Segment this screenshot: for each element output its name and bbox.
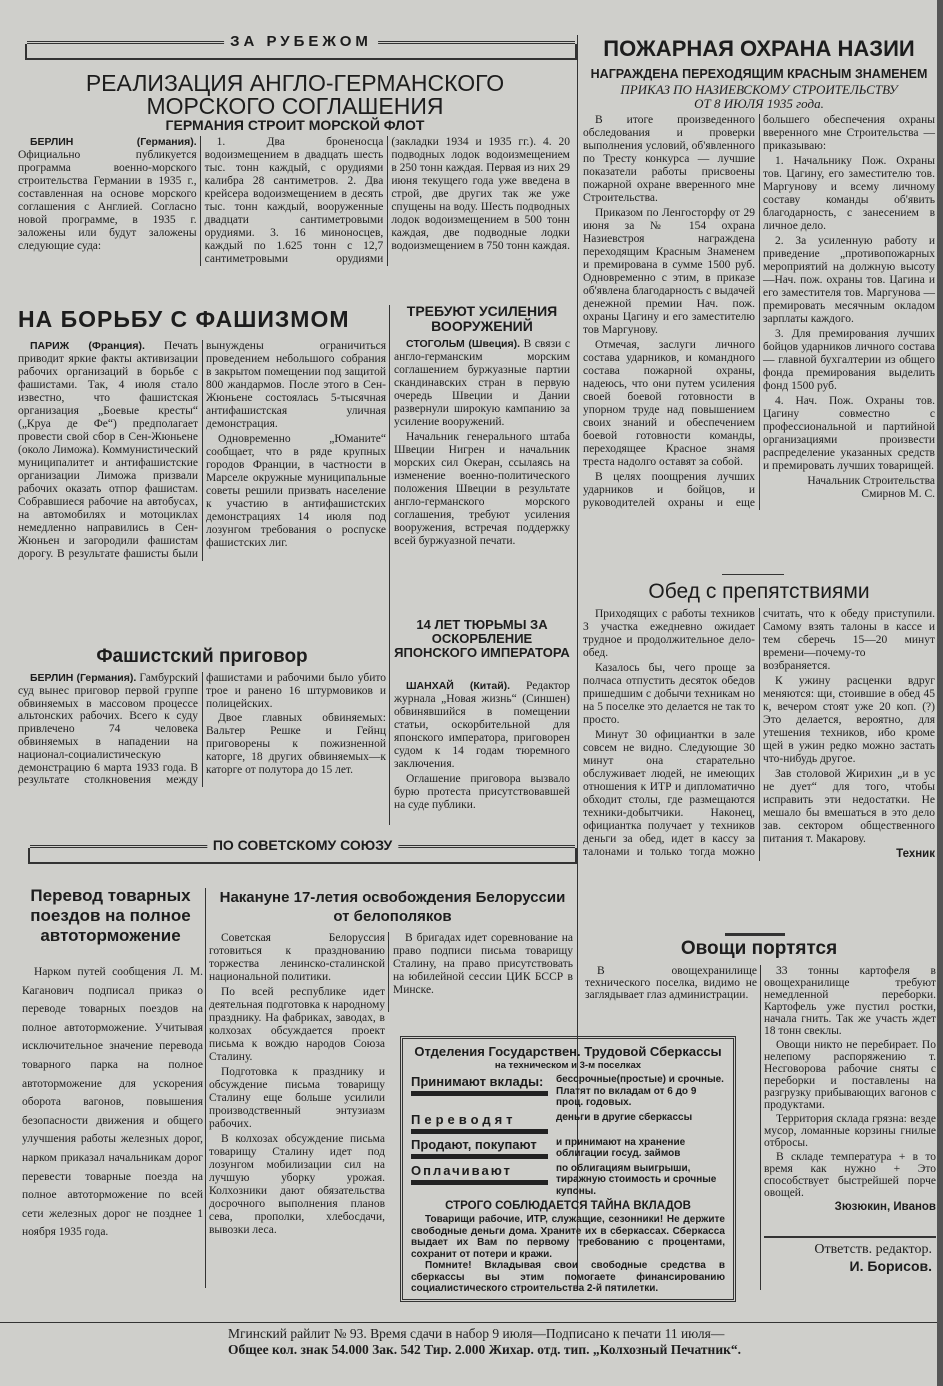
paragraph: 1. Два броненосца водоизмещением в двадцать шесть тыс. тонн каждый, с орудиями калибра 28 сантиметров. 2. Два крейсера водоизмещением в десять тыс. тонн каждый, вооруженные двадцати сантиметровыми орудиями. 3. 16 миноносцев, каждый по 1.625 тонн с 12,7 сантиметровыми орудиями (закладки 1934 и 1935 гг.). 4. 20 подводных лодок водоизмещением в 250 тонн каждая. Первая из них 29 июня текущего года уже введена в строй, две других так же уже спущены на воду. Шесть подводных лодок водоизмещением в 500 тонн каждая, две подводные лодки водоизмещением в 750 тонн каждая. [204, 136, 570, 265]
paragraph: 3. Для премирования лучших бойцов ударников личного состава — главной бухгалтерии из общего фонда премирования выделить фонд 1500 руб. [763, 328, 935, 392]
paragraph [18, 136, 197, 253]
fascism-article-body [18, 340, 386, 561]
column-rule [205, 888, 206, 1288]
savings-bank-ad [400, 1036, 736, 1302]
paragraph-text: Редактор журнала „Новая жизнь“ (Синшен) обвинявшийся в помещении статьи, оскорбительной для японского императора, приговорен судом к 14 годам тюремного заключения. [394, 680, 571, 770]
ad-subtitle: на техническом и 3-м поселках [494, 1060, 642, 1071]
lunch-article-body [583, 608, 935, 861]
paragraph [394, 338, 570, 429]
column-rule [389, 305, 390, 825]
paragraph: Казалось бы, чего проще за полчаса отпустить десяток обедов пришедшим с добычи техникам но на 5 поселке это делается не так то просто. [583, 662, 755, 726]
dateline: ШАНХАЙ (Китай). [406, 680, 511, 692]
paragraph: Одновременно „Юманите“ сообщает, что в ряде крупных городов Франции, в частности в Марселе окружные муниципальные советы решили призвать население к участию в антифашистских демонстрациях 14 июля под лозунгом требования о роспуске фашистских лиг. [206, 433, 386, 549]
editor-name: И. Борисов. [849, 1258, 932, 1274]
signature: Зюзюкин, Иванов [834, 1201, 936, 1213]
ad-row-text: бессрочные(простые) и срочные. Платят по вкладам от 6 до 9 проц. годовых. [556, 1074, 724, 1108]
ad-row [411, 1074, 725, 1109]
signature: Техник [896, 848, 935, 860]
sweden-article-body [394, 338, 570, 550]
naval-subhead: ГЕРМАНИЯ СТРОИТ МОРСКОЙ ФЛОТ [165, 117, 425, 133]
paragraph: Территория склада грязна: везде мусор, ломанные корзины гнилые отбросы. [764, 1113, 936, 1149]
fire-article-body [583, 114, 935, 510]
column-rule [388, 932, 389, 1012]
fire-headline: ПОЖАРНАЯ ОХРАНА НАЗИИ [603, 36, 915, 61]
verdict-article-body [18, 672, 386, 787]
paragraph: Двое главных обвиняемых: Вальтер Решке и Гейнц приговорены к пожизненной каторге, 18 других обвиняемых—к каторге от полутора до 15 лет. [206, 712, 386, 776]
ad-row-label: Оплачивают [411, 1163, 548, 1185]
divider [725, 933, 785, 936]
dateline: ПАРИЖ (Франция). [30, 340, 145, 352]
paragraph: Советская Белоруссия готовиться к празднованию торжества ленинско-сталинской национальной политики. [209, 932, 385, 983]
paragraph: 33 тонны картофеля в овощехранилище требуют немедленной переборки. Картофель уже пустил ростки, начала гнить. Так же участь ждет 18 тонн свеклы. [764, 965, 936, 1037]
naval-headline [20, 72, 570, 118]
dateline: СТОГОЛЬМ (Швеция). [406, 338, 521, 350]
page-edge [937, 0, 943, 1386]
column-rule [760, 965, 761, 1290]
sweden-headline: ТРЕБУЮТ УСИЛЕНИЯ ВООРУЖЕНИЙ [406, 303, 558, 334]
ad-row-text: и принимают на хранение облигации госуд. займов [556, 1136, 686, 1159]
ad-row-label: Продают, покупают [411, 1137, 548, 1159]
ad-row-text: по облигациям выигрыши, тиражную стоимость и срочные купоны. [556, 1162, 717, 1197]
lunch-headline: Обед с препятствиями [648, 580, 870, 603]
paragraph-text: Печать приводит яркие факты активизации рабочих организаций в борьбе с фашистами. Так, 4 июля стало известно, что фашистская организация „Боевые кресты“ („Круа де Фе“) предполагает провести свой сбор в Сен-Жюньене (около Лиможа). Коммунистический муниципалитет и антифашистские организации Лиможа призвали рабочих оказать отпор фашистам. Собравшиеся рабочие на автобусах, на автомобилях и мотоциклах немедленно направились в Сен-Жюньен и загородили фашистам дорогу. В результате фашисты были вынуждены ограничиться проведением небольшого собрания в закрытом помещении под защитой 800 жандармов. После этого в Сен-Жюньене состоялась 5-тысячная антифашистская уличная демонстрация. [18, 340, 386, 560]
paragraph: В складе температура + в то время как нужно + Это способствует быстрейшей порче овощей. [764, 1151, 936, 1199]
belarus-headline [210, 888, 575, 926]
rail-headline: Перевод товарных поездов на полное автоторможение [30, 886, 191, 945]
signature: Начальник Строительства Смирнов М. С. [807, 475, 935, 500]
vegetables-article-body-cont [764, 965, 936, 1215]
paragraph: Нарком путей сообщения Л. М. Каганович подписал приказ о переводе товарных поездов на полное автоторможение. Учитывая исключительное значение перевода товарного парка на полное автоторможение для ускорения оборота вагонов, повышения безопасности движения и общего улучшения работы железных дорог, нарком приказал начальникам дорог перевести товарные поезда на полное автоторможение по всей сети железных дорог не позднее 1 ноября 1935 года. [22, 966, 203, 1239]
ad-row [411, 1137, 725, 1160]
paragraph: 1. Начальнику Пож. Охраны тов. Цагину, его заместителю тов. Маргунову и всему личному составу команды об'явить благодарность, с занесением в личное дело. [763, 155, 935, 232]
fascism-headline: НА БОРЬБУ С ФАШИЗМОМ [18, 306, 350, 332]
ad-row [411, 1163, 725, 1198]
naval-article-body [18, 136, 570, 266]
paragraph: Приказом по Ленгосторфу от 29 июня за № 154 охрана Назиевстроя награждена переходящим Красным Знаменем и премирована в сумме 1500 руб. Одновременно с этим, в приказе об'явлена благодарность с выдачей денежной премии Нач. пож. охраны Цагину и его заместителю тов Маргунову. [583, 207, 755, 336]
paragraph-text: Гамбурский суд вынес приговор первой группе обвиняемых в массовом процессе альтонских рабочих. Всего к суду привлечено 74 человека обвиняемых в нападении на национал-социалистическую демонстрацию 6 марта 1933 года. В результате столкновения между фашистами и рабочими было убито трое и ранено 16 штурмовиков и полицейских. [18, 672, 386, 787]
paragraph: Минут 30 официантки в зале совсем не видно. Следующие 30 минут она старательно обслуживает людей, не имеющих отношения к ИТР и дипломатично обходит столы, где размещаются техники-добытчики. Наконец, официантка получает у техников деньги за обед, идет в кассу за талонами и только тогда можно считать, что к обеду приступили. Самому взять талоны в кассе и тем сберечь 15—20 минут времени—почему-то возбраняется. [583, 608, 935, 858]
paragraph: В бригадах идет соревнование на право подписи письма товарищу Сталину, на право присутствовать на юбилейной сессии ЦИК БССР в Минске. [393, 932, 573, 996]
japan-headline: 14 ЛЕТ ТЮРЬМЫ ЗА ОСКОРБЛЕНИЕ ЯПОНСКОГО ИМПЕРАТОРА [394, 617, 570, 660]
imprint-line: Общее кол. знак 54.000 Зак. 542 Тир. 2.000 Жихар. отд. тип. „Колхозный Печатник“. [228, 1342, 741, 1357]
paragraph: По всей республике идет деятельная подготовка к народному празднику. На фабриках, заводах, в колхозах обсуждается проект письма к вождю народов Союза Сталину. [209, 986, 385, 1063]
section-title: ЗА РУБЕЖОМ [224, 33, 378, 50]
divider [722, 574, 784, 575]
editor-block [764, 1242, 932, 1274]
paragraph: Оглашение приговора вызвало бурю протеста присутствовавшей на суде публики. [394, 773, 570, 811]
paragraph: 2. За усиленную работу и приведение „противопожарных мероприятий на должную высоту—Нач. пож. охраны тов. Цагина и его заместителя тов. Маргунова — премировать месячным окладом зарплаты каждого. [763, 235, 935, 325]
fire-order-title [583, 83, 935, 111]
paragraph: В итоге произведенного обследования и проверки выполнения условий, об'явленного по Тресту конкурса — лучшие показатели работы присвоены пожарной охране вверенного мне Строительства. [583, 114, 755, 204]
ad-appeal: Товарищи рабочие, ИТР, служащие, сезонники! Не держите свободные деньги дома. Храните их в сберкассах. Сберкасса выдает их Вам по первому требованию с процентами, сохранит от потери и кражи. [411, 1214, 725, 1260]
paragraph: В овощехранилище технического поселка, видимо не заглядывает глаз администрации. [585, 965, 757, 1001]
paragraph [394, 680, 570, 771]
paragraph: Начальник генерального штаба Швеции Нигрен и начальник морских сил Океран, ссылаясь на изменение военно-политического положения Швеции в результате англо-германского морского соглашения, требуют усиления вооружения, встречая поддержку всей буржуазной печати. [394, 431, 570, 547]
ad-row-text: деньги в другие сберкассы [556, 1111, 693, 1123]
headline-line: МОРСКОГО СОГЛАШЕНИЯ [146, 93, 444, 119]
paragraph: В колхозах обсуждение письма товарищу Сталину идет под лозунгом мобилизации сил на лучшую уборку урожая. Колхозники дают обязательства досрочного выполнения планов сева, прополки, хлебосдачи, вывозки леса. [209, 1133, 385, 1236]
verdict-headline: Фашистский приговор [96, 646, 308, 667]
section-banner-abroad [25, 33, 577, 60]
paragraph: Зав столовой Жирихин „и в ус не дует“ для того, чтобы исправить эти недостатки. Не мешало бы вмешаться в это дело зав. сектором общественного питания т. Макарову. [763, 768, 935, 845]
imprint-line: Мгинский райлит № 93. Время сдачи в набор 9 июля—Подписано к печати 11 июля— [228, 1326, 725, 1341]
section-banner-soviet [28, 837, 577, 864]
imprint [228, 1326, 848, 1358]
order-line: ПРИКАЗ ПО НАЗИЕВСКОМУ СТРОИТЕЛЬСТВУ [620, 82, 898, 97]
paragraph: 4. Нач. Пож. Охраны тов. Цагину совместно с профессиональной и партийной организациями произвести распределение указанных средств и премировать лучших товарищей. [763, 395, 935, 472]
section-title: ПО СОВЕТСКОМУ СОЮЗУ [207, 837, 398, 853]
divider [764, 1236, 936, 1238]
paragraph: Подготовка к празднику и обсуждение письма товарищу Сталину еще больше усилили производственный энтузиазм рабочих. [209, 1066, 385, 1130]
ad-remember: Помните! Вкладывая свои свободные средства в сберкассы вы этим помогаете финансированию социалистического строительства 2-й пятилетки. [411, 1260, 725, 1294]
vegetables-article-body [585, 965, 757, 1003]
headline-line: от белополяков [333, 908, 452, 925]
ad-row-label: Принимают вклады: [411, 1074, 548, 1096]
headline-line: Накануне 17-летия освобождения Белоруссии [219, 889, 566, 906]
ad-row [411, 1112, 725, 1134]
paragraph: Приходящих с работы техников 3 участка ежедневно ожидает трудное и продолжительное дело-обед. [583, 608, 755, 659]
editor-title: Ответств. редактор. [814, 1242, 932, 1257]
headline-line: РЕАЛИЗАЦИЯ АНГЛО-ГЕРМАНСКОГО [85, 70, 505, 96]
belarus-article-body [209, 932, 385, 1239]
ad-row-label: Переводят [411, 1112, 548, 1134]
paragraph: В целях поощрения лучших ударников и бойцов, и руководителей охраны и еще большего обеспечения охраны вверенного мне Строительства — приказываю: [583, 114, 935, 509]
paragraph-text: В связи с англо-германским морским соглашением буржуазные партии скандинавских стран в первую очередь Швеции и Дании развернули широкую кампанию за усиление вооружений. [394, 338, 570, 428]
paragraph: К ужину расценки вдруг меняются: щи, стоившие в обед 45 к, вечером стоят уже 20 коп. (?) Это делается, вероятно, для утешения техников, ибо кроме щей в ужин редко можно застать что-нибудь другое. [763, 675, 935, 765]
belarus-article-body-cont [393, 932, 573, 999]
divider [0, 1322, 937, 1323]
fire-subhead: НАГРАЖДЕНА ПЕРЕХОДЯЩИМ КРАСНЫМ ЗНАМЕНЕМ [590, 67, 928, 81]
paragraph-text: Официально публикуется программа военно-морского строительства Германии в 1935 г., составленная на основе морского соглашения с Англией. Согласно новой программе, в 1935 г. заложены или будут заложены следующие суда: [18, 149, 197, 252]
japan-article-body [394, 680, 570, 814]
ad-title: Отделения Государствен. Трудовой Сберкассы [414, 1044, 722, 1059]
rail-article-body [22, 963, 203, 1244]
dateline: БЕРЛИН (Германия). [30, 136, 197, 148]
order-line: ОТ 8 ИЮЛЯ 1935 года. [694, 96, 824, 111]
vegetables-headline: Овощи портятся [680, 938, 838, 959]
ad-secrecy: СТРОГО СОБЛЮДАЕТСЯ ТАЙНА ВКЛАДОВ [445, 1200, 691, 1212]
dateline: БЕРЛИН (Германия). [30, 672, 137, 684]
paragraph: Отмечая, заслуги личного состава ударников, и командного состава пожарной охраны, надеюсь, что они путем усиления своей боевой готовности в упорном труде над повышением своих знаний и обеспечением боевой готовности команды, переходящее Красное знамя треста надолго оставят за собой. [583, 339, 755, 468]
paragraph: Овощи никто не перебирает. По нелепому распоряжению т. Несговорова рабочие сняты с переборки и поставлены на разгрузку прибывающих вагонов с продуктами. [764, 1039, 936, 1111]
